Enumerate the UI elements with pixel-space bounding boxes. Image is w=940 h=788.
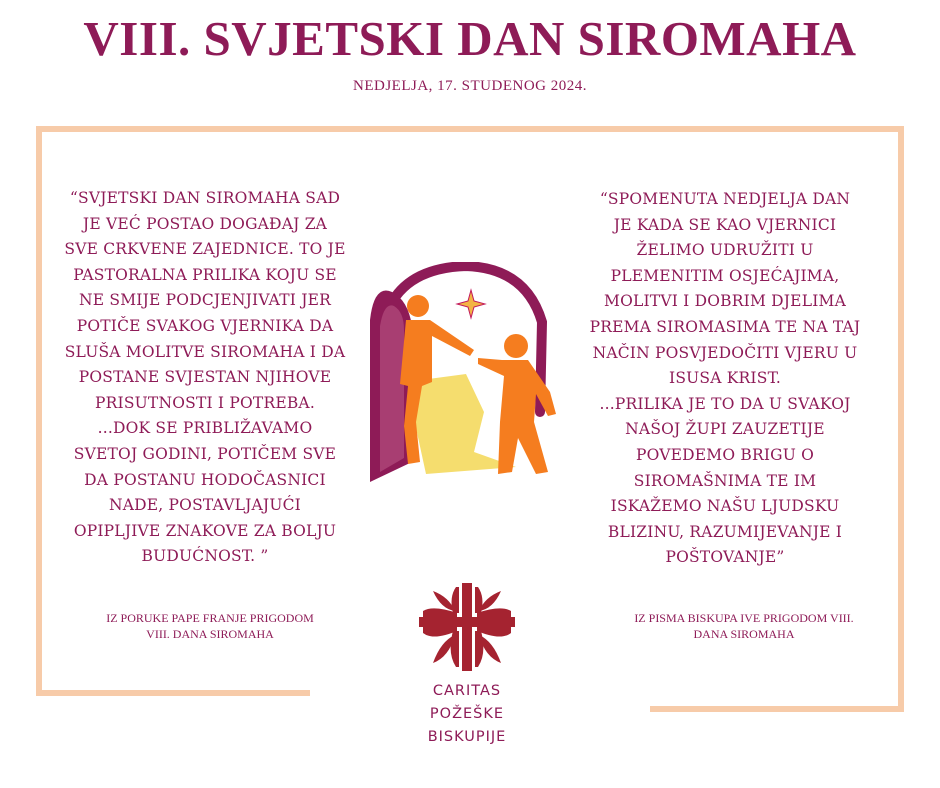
bishop-quote: “SPOMENUTA NEDJELJA DAN JE KADA SE KAO VJERNICI ŽELIMO UDRUŽITI U PLEMENITIM OSJEĆAJIMA, MOLITVI I DOBRIM DJELIMA PREMA SIROMASIMA TE NA TAJ NAČIN POSVJEDOČITI VJERU U ISUSA KRIST. ...PRILIKA JE TO DA U SVAKOJ NAŠOJ ŽUPI ZAUZETIJE POVEDEMO BRIGU O SIROMAŠNIMA TE IM ISKAŽEMO NAŠU LJUDSKU BLIZINU, RAZUMIJEVANJE I POŠTOVANJE” [589,190,861,567]
caritas-cross-icon [419,583,515,671]
bishop-quote-source: IZ PISMA BISKUPA IVE PRIGODOM VIII. DANA SIROMAHA [634,611,854,641]
caritas-name: CARITAS POŽEŠKE BISKUPIJE [427,683,507,745]
page-title: VIII. SVJETSKI DAN SIROMAHA [83,11,857,66]
pope-quote: “SVJETSKI DAN SIROMAHA SAD JE VEĆ POSTAO DOGAĐAJ ZA SVE CRKVENE ZAJEDNICE. TO JE PASTORALNA PRILIKA KOJU SE NE SMIJE PODCJENJIVATI JER POTIČE SVAKOG VJERNIKA DA SLUŠA MOLITVE SIROMAHA I DA POSTANE SVJESTAN NJIHOVE PRISUTNOSTI I POTREBA. ...DOK SE PRIBLIŽAVAMO SVETOJ GODINI, POTIČEM SVE DA POSTANU HODOČASNICI NADE, POSTAVLJAJUĆI OPIPLJIVE ZNAKOVE ZA BOLJU BUDUĆNOST. ” [64,189,346,566]
star-icon [457,290,485,318]
door-panel-inner [380,305,404,472]
figure-inside-head [407,295,429,317]
frame-top-right [310,126,904,132]
event-date: NEDJELJA, 17. STUDENOG 2024. [353,78,587,94]
frame-right [898,126,904,712]
pope-quote-source: IZ PORUKE PAPE FRANJE PRIGODOM VIII. DANA SIROMAHA [106,611,314,641]
frame-bottom-right [650,706,904,712]
door-emblem-icon [366,262,566,484]
figure-outside-head [504,334,528,358]
